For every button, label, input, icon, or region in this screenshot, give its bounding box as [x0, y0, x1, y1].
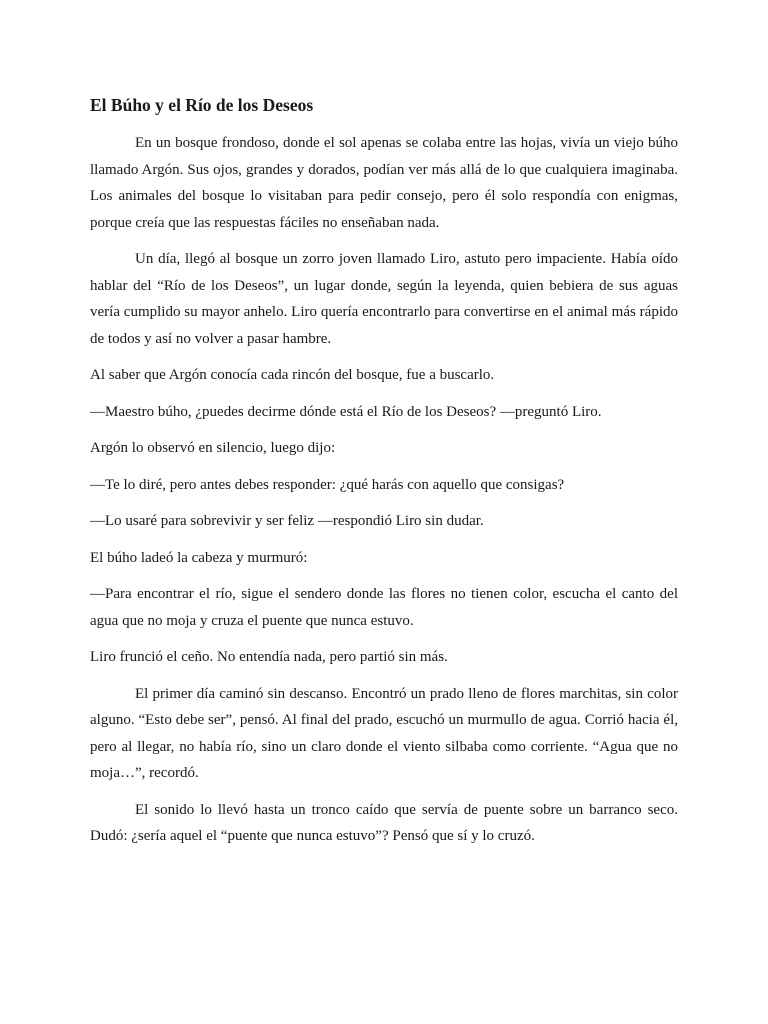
dialogue-line: —Te lo diré, pero antes debes responder: ¿qué harás con aquello que consigas?: [90, 476, 565, 493]
paragraph: El búho ladeó la cabeza y murmuró:: [90, 549, 308, 566]
dialogue-line: —Maestro búho, ¿puedes decirme dónde está el Río de los Deseos? —preguntó Liro.: [90, 403, 602, 420]
document-title: El Búho y el Río de los Deseos: [90, 95, 314, 115]
paragraph: El sonido lo llevó hasta un tronco caído que servía de puente sobre un barranco seco. Dudó: ¿sería aquel el “puente que nunca estuvo”? Pensó que sí y lo cruzó.: [90, 801, 678, 844]
paragraph: Argón lo observó en silencio, luego dijo:: [90, 440, 336, 456]
paragraph: Un día, llegó al bosque un zorro joven llamado Liro, astuto pero impaciente. Había oído hablar del “Río de los Deseos”, un lugar donde, según la leyenda, quien bebiera de sus aguas vería cumplido su mayor anhelo. Liro quería encontrarlo para convertirse en el animal más rápido de todos y así no volver a pasar hambre.: [90, 251, 678, 347]
paragraph: En un bosque frondoso, donde el sol apenas se colaba entre las hojas, vivía un viejo búho llamado Argón. Sus ojos, grandes y dorados, podían ver más allá de lo que cualquiera imaginaba. Los animales del bosque lo visitaban para pedir consejo, pero él solo respondía con enigmas, porque creía que las respuestas fáciles no enseñaban nada.: [90, 135, 678, 231]
dialogue-line: —Lo usaré para sobrevivir y ser feliz —respondió Liro sin dudar.: [90, 513, 484, 529]
document-body: [90, 130, 678, 850]
paragraph: Al saber que Argón conocía cada rincón del bosque, fue a buscarlo.: [90, 367, 495, 383]
paragraph: El primer día caminó sin descanso. Encontró un prado lleno de flores marchitas, sin color alguno. “Esto debe ser”, pensó. Al final del prado, escuchó un murmullo de agua. Corrió hacia él, pero al llegar, no había río, sino un claro donde el viento silbaba como corriente. “Agua que no moja…”, recordó.: [90, 685, 678, 781]
paragraph: Liro frunció el ceño. No entendía nada, pero partió sin más.: [90, 649, 448, 665]
dialogue-line: —Para encontrar el río, sigue el sendero donde las flores no tienen color, escucha el canto del agua que no moja y cruza el puente que nunca estuvo.: [90, 586, 678, 629]
